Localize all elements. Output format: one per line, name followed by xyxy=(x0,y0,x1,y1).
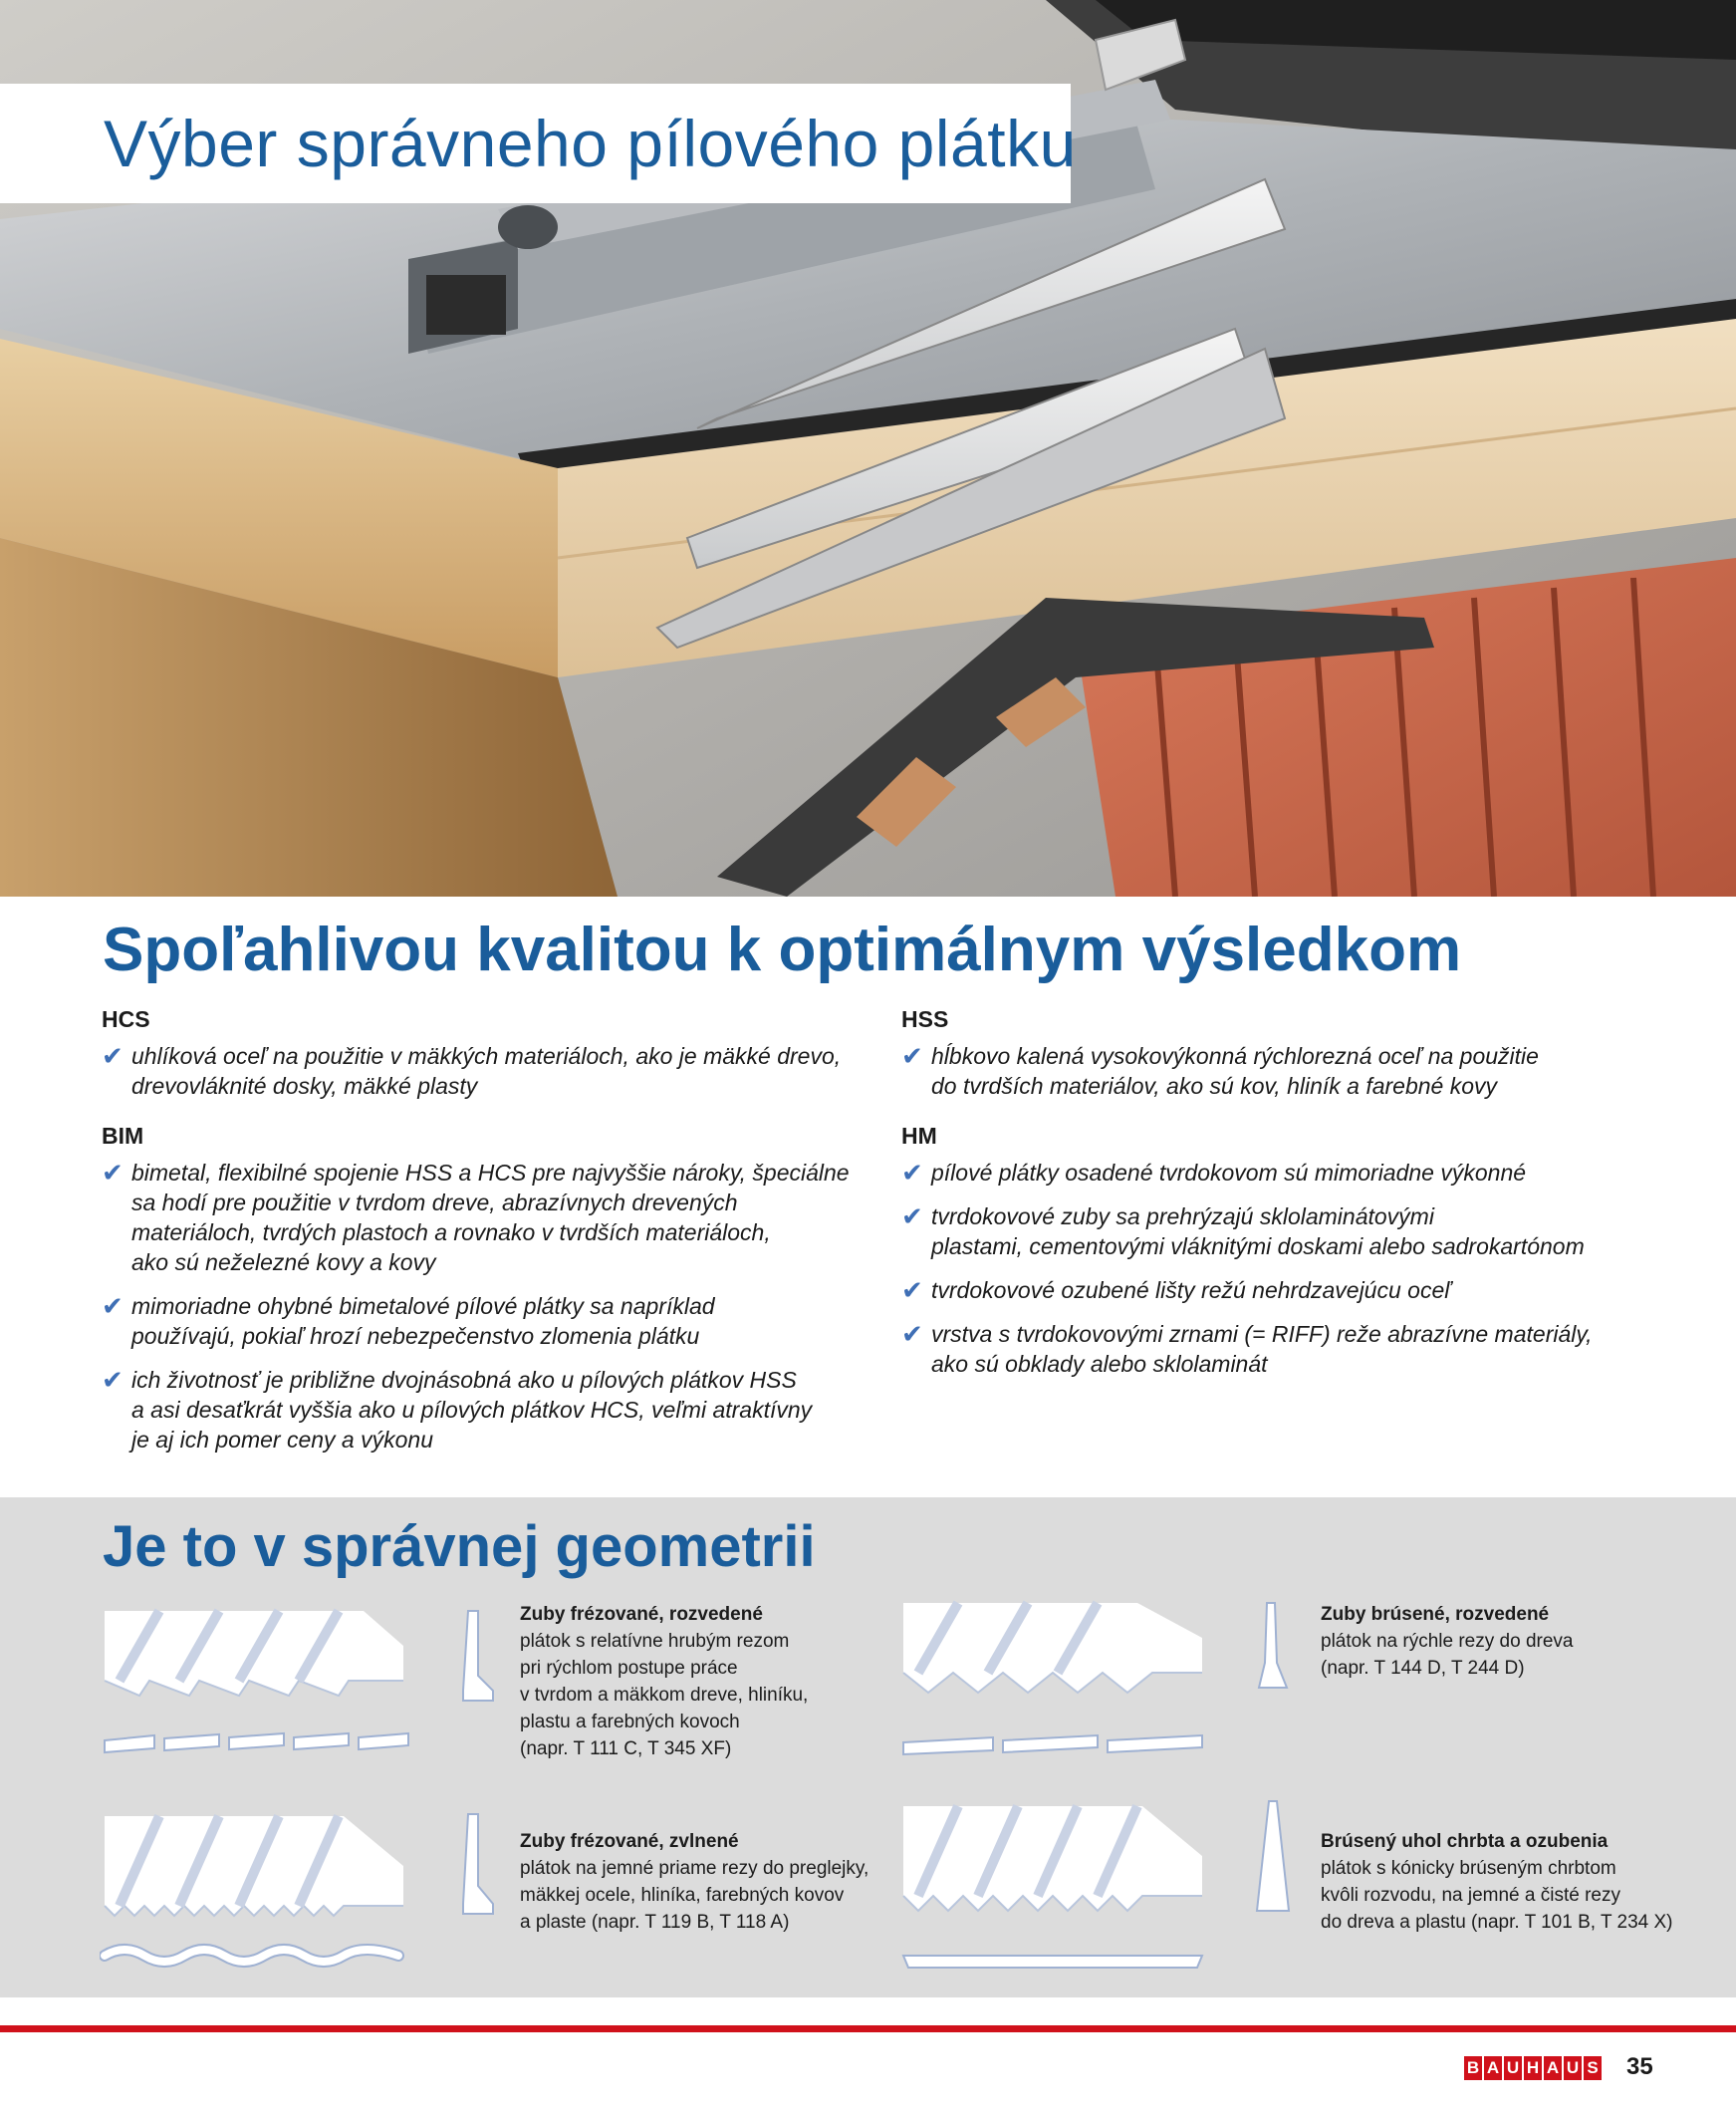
tooth-type-title: Brúsený uhol chrbta a ozubenia xyxy=(1321,1831,1609,1852)
bullet-text-line: uhlíková oceľ na použitie v mäkkých materiáloch, ako je mäkké drevo, xyxy=(131,1043,842,1069)
brand-letter: H xyxy=(1524,2056,1542,2080)
category-label: BIM xyxy=(102,1123,144,1149)
bullet-text-line: používajú, pokiaľ hrozí nebezpečenstvo zlomenia plátku xyxy=(131,1323,700,1349)
milled-wavy-teeth-illustration xyxy=(100,1806,518,1981)
right-column xyxy=(901,1006,1658,1401)
geometry-item-milled-wavy xyxy=(520,1828,898,1936)
bullet-list xyxy=(102,1041,859,1101)
bullet-text-line: ako sú neželezné kovy a kovy xyxy=(131,1249,436,1275)
bullet-text-line: materiáloch, tvrdých plastoch a rovnako v tvrdších materiáloch, xyxy=(131,1219,771,1245)
bullet-text-line: pílové plátky osadené tvrdokovom sú mimoriadne výkonné xyxy=(931,1160,1527,1186)
checkmark-icon: ✔ xyxy=(102,1365,124,1395)
brand-letter: B xyxy=(1464,2056,1482,2080)
category-label: HSS xyxy=(901,1006,949,1032)
checkmark-icon: ✔ xyxy=(102,1041,124,1071)
category-label: HM xyxy=(901,1123,937,1149)
bullet-list xyxy=(901,1041,1658,1101)
bullet-item xyxy=(102,1291,859,1351)
geometry-heading: Je to v správnej geometrii xyxy=(103,1514,816,1579)
bullet-text-line: bimetal, flexibilné spojenie HSS a HCS pre najvyššie nároky, špeciálne xyxy=(131,1160,850,1186)
geometry-section xyxy=(0,1497,1736,1997)
bullet-text-line: tvrdokovové zuby sa prehrýzajú sklolaminátovými xyxy=(931,1203,1434,1229)
tooth-description-line: plátok na rýchle rezy do dreva xyxy=(1321,1631,1574,1652)
bullet-text-line: ako sú obklady alebo sklolaminát xyxy=(931,1351,1268,1377)
milled-set-teeth-illustration xyxy=(100,1601,518,1775)
tooth-description-line: kvôli rozvodu, na jemné a čisté rezy xyxy=(1321,1885,1620,1906)
bullet-item xyxy=(901,1041,1658,1101)
bullet-text-line: mimoriadne ohybné bimetalové pílové plátky sa napríklad xyxy=(131,1293,715,1319)
geometry-item-ground-back-angle xyxy=(1321,1828,1699,1936)
ground-back-angle-illustration xyxy=(898,1796,1317,1981)
left-column xyxy=(102,1006,859,1476)
brand-letter: S xyxy=(1584,2056,1602,2080)
bullet-text-line: ich životnosť je približne dvojnásobná ako u pílových plátkov HSS xyxy=(131,1367,797,1393)
checkmark-icon: ✔ xyxy=(901,1319,923,1349)
bullet-item xyxy=(102,1041,859,1101)
bullet-text-line: vrstva s tvrdokovovými zrnami (= RIFF) reže abrazívne materiály, xyxy=(931,1321,1593,1347)
tooth-type-title: Zuby frézované, zvlnené xyxy=(520,1831,739,1852)
checkmark-icon: ✔ xyxy=(102,1291,124,1321)
tooth-description-line: (napr. T 144 D, T 244 D) xyxy=(1321,1658,1525,1679)
tooth-type-title: Zuby brúsené, rozvedené xyxy=(1321,1604,1550,1625)
tooth-description-line: plastu a farebných kovoch xyxy=(520,1712,740,1732)
footer-divider xyxy=(0,2025,1736,2032)
bullet-item xyxy=(901,1275,1658,1305)
bullet-text-line: sa hodí pre použitie v tvrdom dreve, abrazívnych drevených xyxy=(131,1190,738,1215)
checkmark-icon: ✔ xyxy=(901,1041,923,1071)
bullet-text-line: hĺbkovo kalená vysokovýkonná rýchlorezná oceľ na použitie xyxy=(931,1043,1539,1069)
category-label: HCS xyxy=(102,1006,150,1032)
brand-letter: U xyxy=(1564,2056,1582,2080)
tooth-description-line: v tvrdom a mäkkom dreve, hliníku, xyxy=(520,1685,809,1706)
bullet-text-line: do tvrdších materiálov, ako sú kov, hliník a farebné kovy xyxy=(931,1073,1498,1099)
bullet-item xyxy=(901,1319,1658,1379)
bullet-list xyxy=(901,1158,1658,1379)
brand-letter: U xyxy=(1504,2056,1522,2080)
checkmark-icon: ✔ xyxy=(901,1201,923,1231)
checkmark-icon: ✔ xyxy=(901,1158,923,1188)
hero-photo xyxy=(0,0,1736,897)
tooth-description-line: a plaste (napr. T 119 B, T 118 A) xyxy=(520,1912,790,1933)
geometry-item-ground-set xyxy=(1321,1601,1699,1682)
tooth-description-line: mäkkej ocele, hliníka, farebných kovov xyxy=(520,1885,845,1906)
bullet-text-line: tvrdokovové ozubené lišty režú nehrdzavejúcu oceľ xyxy=(931,1277,1451,1303)
geometry-item-milled-set xyxy=(520,1601,898,1762)
bullet-text-line: je aj ich pomer ceny a výkonu xyxy=(131,1427,433,1453)
tooth-type-title: Zuby frézované, rozvedené xyxy=(520,1604,763,1625)
ground-set-teeth-illustration xyxy=(898,1593,1317,1767)
bullet-item xyxy=(102,1158,859,1277)
tooth-description-line: pri rýchlom postupe práce xyxy=(520,1658,738,1679)
checkmark-icon: ✔ xyxy=(901,1275,923,1305)
tooth-description-line: plátok s relatívne hrubým rezom xyxy=(520,1631,790,1652)
brand-letter: A xyxy=(1544,2056,1562,2080)
bullet-item xyxy=(102,1365,859,1455)
tooth-description-line: do dreva a plastu (napr. T 101 B, T 234 X) xyxy=(1321,1912,1673,1933)
quality-heading: Spoľahlivou kvalitou k optimálnym výsledkom xyxy=(103,916,1462,984)
bullet-item xyxy=(901,1201,1658,1261)
brand-letter: A xyxy=(1484,2056,1502,2080)
tooth-description-line: plátok s kónicky brúseným chrbtom xyxy=(1321,1858,1616,1879)
page-number: 35 xyxy=(1626,2053,1653,2080)
bullet-list xyxy=(102,1158,859,1455)
tooth-description-line: plátok na jemné priame rezy do preglejky, xyxy=(520,1858,869,1879)
checkmark-icon: ✔ xyxy=(102,1158,124,1188)
tooth-description-line: (napr. T 111 C, T 345 XF) xyxy=(520,1738,732,1759)
page-title: Výber správneho pílového plátku xyxy=(104,107,1077,180)
hero-title-box xyxy=(0,84,1077,203)
bauhaus-logo xyxy=(1464,2056,1602,2080)
bullet-text-line: drevovláknité dosky, mäkké plasty xyxy=(131,1073,478,1099)
bullet-item xyxy=(901,1158,1658,1188)
bullet-text-line: a asi desaťkrát vyššia ako u pílových plátkov HCS, veľmi atraktívny xyxy=(131,1397,813,1423)
bullet-text-line: plastami, cementovými vláknitými doskami alebo sadrokartónom xyxy=(931,1233,1585,1259)
